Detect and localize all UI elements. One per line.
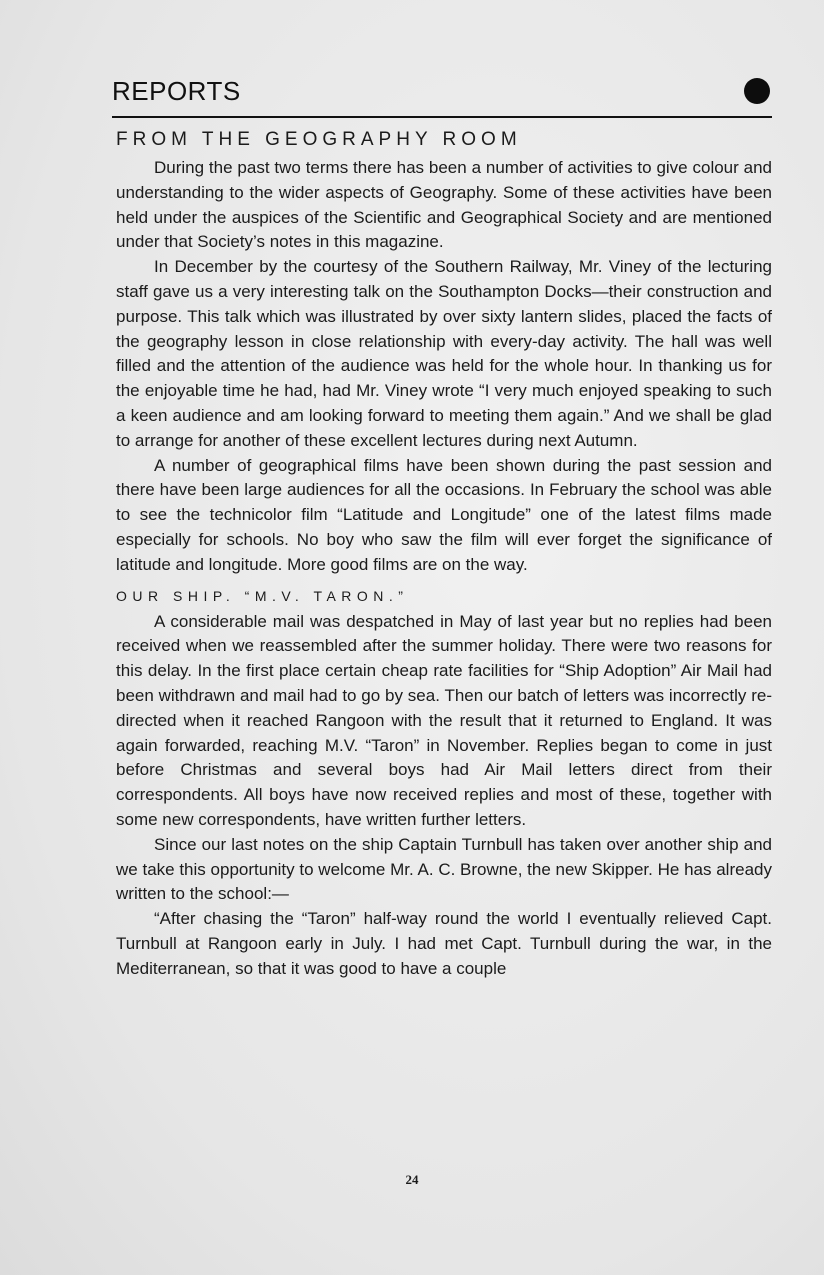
paragraph: “After chasing the “Taron” half-way round the world I eventually relieved Capt. Turnbull at Rangoon early in July. I had met Capt. Turnbull during the war, in the Mediterranean, so that it was good to have a couple xyxy=(116,909,772,978)
page-number: 24 xyxy=(405,1172,419,1187)
section-heading-our-ship: OUR SHIP. “M.V. TARON.” xyxy=(116,587,409,604)
paragraph: During the past two terms there has been a number of activities to give colour and understanding to the wider aspects of Geography. Some of these activities have been held under the auspices of the Scientific and Geographical Society and are mentioned under that Society’s notes in this magazine. xyxy=(116,158,772,252)
header-title: REPORTS xyxy=(112,76,241,106)
section-heading-geography: FROM THE GEOGRAPHY ROOM xyxy=(116,129,522,150)
paragraph: Since our last notes on the ship Captain Turnbull has taken over another ship and we take this opportunity to welcome Mr. A. C. Browne, the new Skipper. He has already written to the school:— xyxy=(116,834,772,904)
paragraph: In December by the courtesy of the Southern Railway, Mr. Viney of the lecturing staff gave us a very interesting talk on the Southampton Docks—their construction and purpose. This talk which was illustrated by over sixty lantern slides, placed the facts of the geography lesson in close relationship with every-day activity. The hall was well filled and the attention of the audience was held for the whole hour. In thanking us for the enjoyable time he had, had Mr. Viney wrote “I very much enjoyed speaking to such a keen audience and am looking forward to meeting them again.” And we shall be glad to arrange for another of these excellent lectures during next Autumn. xyxy=(116,257,772,450)
paragraph: A number of geographical films have been shown during the past session and there have been large audiences for all the occasions. In February the school was able to see the technicolor film “Latitude and Longitude” one of the latest films made especially for schools. No boy who saw the film will ever forget the significance of latitude and longitude. More good films are on the way. xyxy=(116,455,772,574)
page-header xyxy=(112,72,772,118)
bullet-icon xyxy=(744,78,770,104)
article-body xyxy=(116,126,772,982)
paragraph: A considerable mail was despatched in May of last year but no replies had been received when we reassembled after the summer holiday. There were two reasons for this delay. In the first place certain cheap rate facilities for “Ship Adoption” Air Mail had been withdrawn and mail had to go by sea. Then our batch of letters was incorrectly re-directed when it reached Rangoon with the result that it returned to England. It was again forwarded, reaching M.V. “Taron” in November. Replies began to come in just before Christmas and several boys had Air Mail letters direct from their correspondents. All boys have now received replies and most of these, together with some new correspondents, have written further letters. xyxy=(116,611,772,829)
